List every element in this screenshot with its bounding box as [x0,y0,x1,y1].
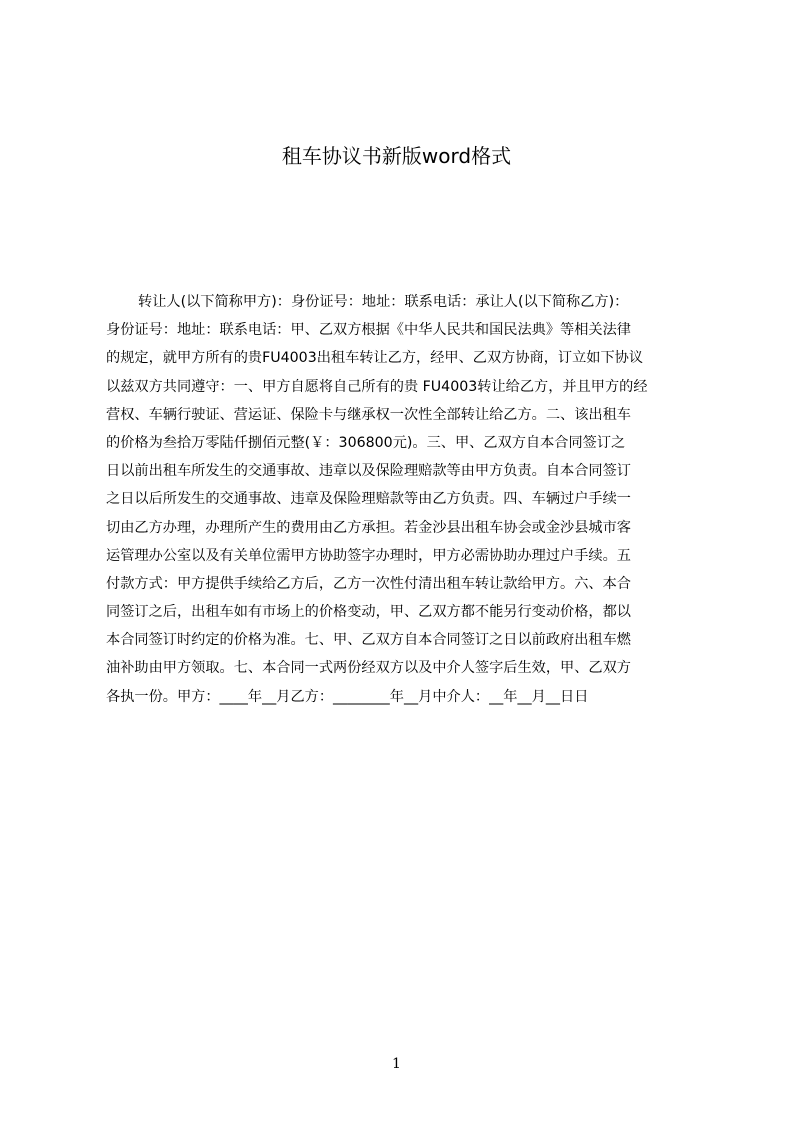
body-line: 以兹双方共同遵守：一、甲方自愿将自己所有的贵 FU4003转让给乙方，并且甲方的经 [106,378,648,395]
body-line: 的价格为叁拾万零陆仟捌佰元整(￥：306800元)。三、甲、乙双方自本合同签订之 [106,434,626,451]
body-line: 各执一份。甲方：____年__月乙方：________年__月中介人：__年__月__日日 [106,688,589,705]
body-line: 日以前出租车所发生的交通事故、违章以及保险理赔款等由甲方负责。自本合同签订 [106,463,631,480]
body-line: 之日以后所发生的交通事故、违章及保险理赔款等由乙方负责。四、车辆过户手续一 [106,491,631,508]
body-line: 付款方式：甲方提供手续给乙方后，乙方一次性付清出租车转让款给甲方。六、本合 [106,575,631,592]
body-line: 油补助由甲方领取。七、本合同一式两份经双方以及中介人签字后生效，甲、乙双方 [106,660,631,677]
body-line: 切由乙方办理，办理所产生的费用由乙方承担。若金沙县出租车协会或金沙县城市客 [106,519,631,536]
document-title: 租车协议书新版word格式 [281,144,512,168]
body-line: 本合同签订时约定的价格为准。七、甲、乙双方自本合同签订之日以前政府出租车燃 [106,632,631,649]
agreement-body [106,288,700,711]
page-number: 1 [392,1056,401,1072]
body-line: 运管理办公室以及有关单位需甲方协助签字办理时，甲方必需协助办理过户手续。五 [106,547,631,564]
body-line: 营权、车辆行驶证、营运证、保险卡与继承权一次性全部转让给乙方。二、该出租车 [106,406,631,423]
body-line: 同签订之后，出租车如有市场上的价格变动，甲、乙双方都不能另行变动价格，都以 [106,604,631,621]
body-line: 身份证号：地址：联系电话：甲、乙双方根据《中华人民共和国民法典》等相关法律 [106,322,631,339]
body-line: 的规定，就甲方所有的贵FU4003出租车转让乙方，经甲、乙双方协商，订立如下协议 [106,350,644,367]
body-line: 转让人(以下简称甲方)：身份证号：地址：联系电话：承让人(以下简称乙方)： [138,294,629,310]
